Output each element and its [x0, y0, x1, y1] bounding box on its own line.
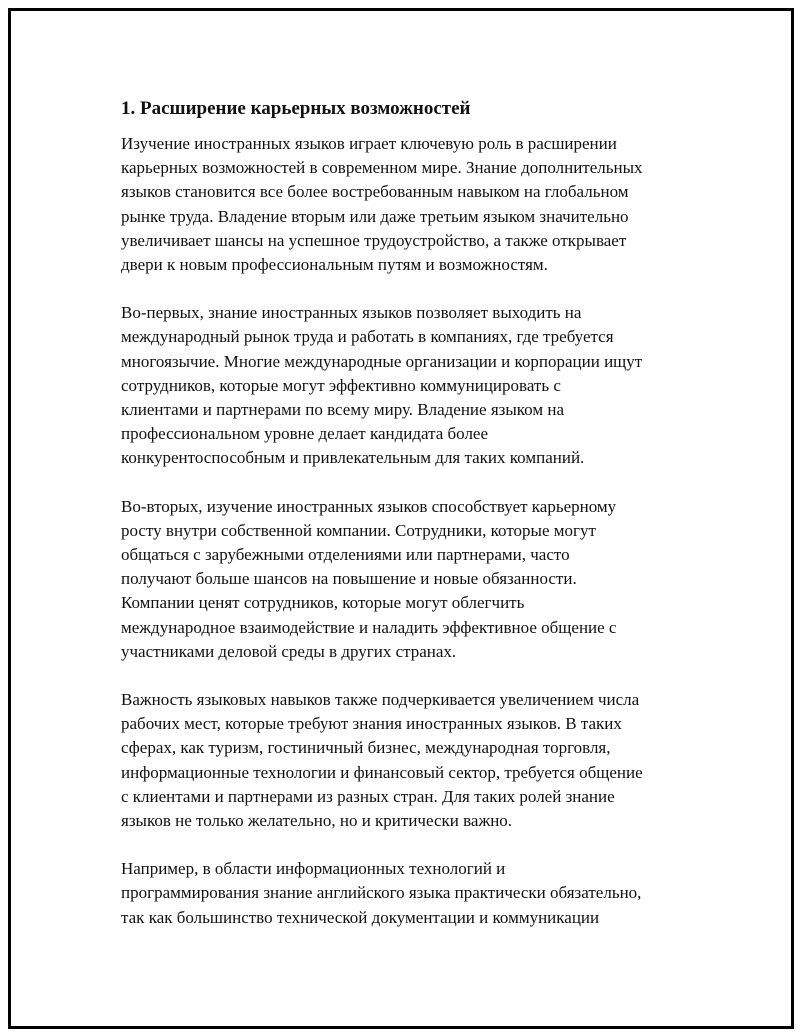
- paragraph: [121, 301, 696, 470]
- page-frame: [8, 8, 794, 1029]
- paragraph: [121, 857, 696, 930]
- text-line: Например, в области информационных технологий и: [121, 859, 506, 879]
- text-line: международный рынок труда и работать в компаниях, где требуется: [121, 327, 614, 347]
- text-line: карьерных возможностей в современном мире. Знание дополнительных: [121, 158, 643, 178]
- text-line: увеличивает шансы на успешное трудоустройство, а также открывает: [121, 230, 627, 250]
- text-line: так как большинство технической документации и коммуникации: [121, 907, 600, 927]
- text-line: участниками деловой среды в других странах.: [121, 641, 457, 661]
- text-line: двери к новым профессиональным путям и возможностям.: [121, 255, 548, 275]
- text-line: международное взаимодействие и наладить эффективное общение с: [121, 617, 617, 637]
- paragraph-list: [121, 132, 696, 930]
- text-line: рабочих мест, которые требуют знания иностранных языков. В таких: [121, 714, 622, 734]
- text-line: сферах, как туризм, гостиничный бизнес, международная торговля,: [121, 738, 611, 758]
- text-line: профессиональном уровне делает кандидата более: [121, 424, 489, 444]
- text-line: получают больше шансов на повышение и новые обязанности.: [121, 569, 577, 589]
- text-line: Во-вторых, изучение иностранных языков способствует карьерному: [121, 496, 617, 516]
- text-line: общаться с зарубежными отделениями или партнерами, часто: [121, 545, 570, 565]
- text-line: Компании ценят сотрудников, которые могут облегчить: [121, 593, 525, 613]
- text-line: информационные технологии и финансовый сектор, требуется общение: [121, 762, 643, 782]
- text-line: языков становится все более востребованным навыком на глобальном: [121, 182, 629, 202]
- text-line: Во-первых, знание иностранных языков позволяет выходить на: [121, 303, 582, 323]
- text-line: конкурентоспособным и привлекательным для таких компаний.: [121, 448, 585, 468]
- paragraph: [121, 495, 696, 664]
- paragraph: [121, 132, 696, 277]
- text-line: Изучение иностранных языков играет ключевую роль в расширении: [121, 134, 617, 153]
- text-line: рынке труда. Владение вторым или даже третьим языком значительно: [121, 206, 629, 226]
- text-line: многоязычие. Многие международные организации и корпорации ищут: [121, 351, 643, 371]
- text-line: с клиентами и партнерами из разных стран. Для таких ролей знание: [121, 786, 615, 806]
- paragraph: [121, 688, 696, 833]
- text-line: росту внутри собственной компании. Сотрудники, которые могут: [121, 520, 596, 540]
- text-line: языков не только желательно, но и критически важно.: [121, 811, 513, 831]
- text-line: сотрудников, которые могут эффективно коммуницировать с: [121, 375, 561, 395]
- text-line: клиентами и партнерами по всему миру. Владение языком на: [121, 400, 565, 420]
- section-heading: 1. Расширение карьерных возможностей: [121, 98, 471, 119]
- text-line: программирования знание английского языка практически обязательно,: [121, 883, 642, 903]
- document-body: [121, 96, 696, 954]
- text-line: Важность языковых навыков также подчеркивается увеличением числа: [121, 690, 640, 710]
